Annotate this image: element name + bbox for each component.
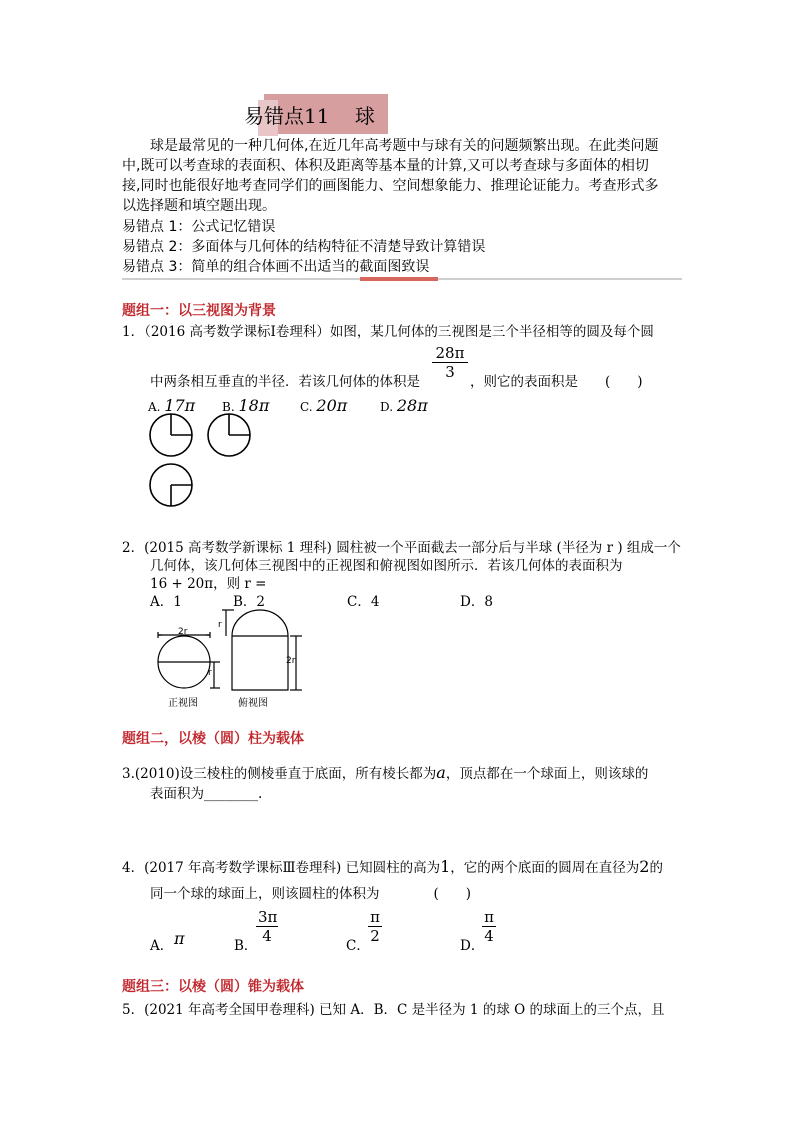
q1-view-front xyxy=(150,414,192,456)
error-point-3: 易错点 3：简单的组合体画不出适当的截面图致误 xyxy=(122,259,430,275)
q2-label-r-top: r xyxy=(218,620,222,630)
q1-three-view-figure xyxy=(140,410,270,510)
q1-option-a-label: A. xyxy=(148,400,161,414)
q2-line2: 几何体，该几何体三视图中的正视图和俯视图如图所示．若该几何体的表面积为 xyxy=(150,558,623,574)
page-title: 易错点11 球 xyxy=(244,104,375,128)
q2-top-view xyxy=(222,610,302,690)
q1-option-d xyxy=(380,396,428,415)
q4-option-a-value: π xyxy=(174,929,185,948)
q1-option-b-label: B. xyxy=(222,400,235,414)
q1-option-a-value: 17π xyxy=(164,396,196,415)
q4-option-b-den: 4 xyxy=(262,927,272,945)
intro-text xyxy=(122,136,662,216)
group-heading-1: 题组一：以三视图为背景 xyxy=(122,303,276,319)
error-point-1: 易错点 1：公式记忆错误 xyxy=(122,219,276,235)
q4-option-d-num: π xyxy=(482,908,496,927)
q2-option-c: C．4 xyxy=(347,594,380,610)
q4-option-c-den: 2 xyxy=(370,927,380,945)
q2-line1: 2．(2015 高考数学新课标 1 理科) 圆柱被一个平面截去一部分后与半球 (半径为 r ) 组成一个 xyxy=(122,540,681,556)
q1-option-b-value: 18π xyxy=(238,396,270,415)
group-heading-3: 题组三：以棱（圆）锥为载体 xyxy=(122,979,304,995)
q4-option-d-label: D． xyxy=(460,938,485,954)
q4-option-b-num: 3π xyxy=(258,908,278,926)
q4-option-b-label: B． xyxy=(234,938,258,954)
q4-option-c-fraction xyxy=(368,908,382,945)
q2-caption-top: 俯视图 xyxy=(238,698,268,709)
q1-frac-den: 3 xyxy=(445,363,455,381)
q2-line3: 16 + 20π，则 r = xyxy=(150,576,267,592)
q1-line2b: ，则它的表面积是 ( ) xyxy=(470,374,643,390)
q4-diameter: 2 xyxy=(639,857,650,876)
error-point-2: 易错点 2：多面体与几何体的结构特征不清楚导致计算错误 xyxy=(122,239,486,255)
q3-line1 xyxy=(122,762,648,782)
q4-line1a: 4．(2017 年高考数学课标Ⅲ卷理科) 已知圆柱的高为 xyxy=(122,860,441,876)
q4-height: 1 xyxy=(440,857,451,876)
divider-accent xyxy=(360,277,438,281)
q2-label-2r-side: 2r xyxy=(286,656,296,666)
q1-option-c-label: C. xyxy=(300,400,313,414)
q4-option-a-label: A． xyxy=(150,938,174,954)
q2-option-b: B．2 xyxy=(233,594,266,610)
q3-var-a: a xyxy=(436,763,446,782)
q4-option-b-fraction xyxy=(256,908,278,945)
q4-line1c: 的 xyxy=(649,860,663,876)
q5-line1: 5．(2021 年高考全国甲卷理科) 已知 A．B．C 是半径为 1 的球 O 的球面上的三个点，且 xyxy=(122,1002,665,1018)
q1-line1: 1．（2016 高考数学课标Ⅰ卷理科）如图，某几何体的三视图是三个半径相等的圆及每个圆 xyxy=(122,324,654,340)
q2-option-d: D．8 xyxy=(460,594,493,610)
group-heading-2: 题组二，以棱（圆）柱为载体 xyxy=(122,731,304,747)
q4-line1b: ，它的两个底面的圆周在直径为 xyxy=(450,860,640,876)
q1-option-d-label: D. xyxy=(380,400,394,414)
q1-option-c-value: 20π xyxy=(316,396,348,415)
q4-option-d-fraction xyxy=(482,908,496,945)
q2-option-a: A．1 xyxy=(150,594,182,610)
q1-view-top xyxy=(150,464,192,506)
q2-label-r-front: r xyxy=(208,668,212,678)
q4-line2: 同一个球的球面上，则该圆柱的体积为 ( ) xyxy=(150,886,472,902)
intro-paragraph: 球是最常见的一种几何体,在近几年高考题中与球有关的问题频繁出现。在此类问题中,既可以考查球的表面积、体积及距离等基本量的计算,又可以考查球与多面体的相切接,同时也能很好地考查同学们的画图能力、空间想象能力、推理论证能力。考查形式多以选择题和填空题出现。 xyxy=(122,138,659,214)
q3-line1b: ，顶点都在一个球面上，则该球的 xyxy=(445,766,649,782)
q2-caption-front: 正视图 xyxy=(168,698,198,709)
q1-volume-fraction xyxy=(432,344,468,381)
q3-line2: 表面积为________. xyxy=(150,786,263,802)
q2-label-2r-top: 2r xyxy=(178,627,188,637)
q1-option-d-value: 28π xyxy=(396,396,428,415)
q1-frac-num: 28π xyxy=(432,344,468,363)
q1-view-side xyxy=(208,414,250,456)
q4-option-c-label: C． xyxy=(346,938,370,954)
q4-option-c-num: π xyxy=(368,908,382,927)
q4-line1 xyxy=(122,856,663,876)
q1-line2a: 中两条相互垂直的半径．若该几何体的体积是 xyxy=(150,374,420,390)
q3-line1a: 3.(2010)设三棱柱的侧棱垂直于底面，所有棱长都为 xyxy=(122,766,437,782)
q2-front-view xyxy=(158,632,220,688)
q1-option-c xyxy=(300,396,347,415)
q4-option-d-den: 4 xyxy=(484,927,494,945)
